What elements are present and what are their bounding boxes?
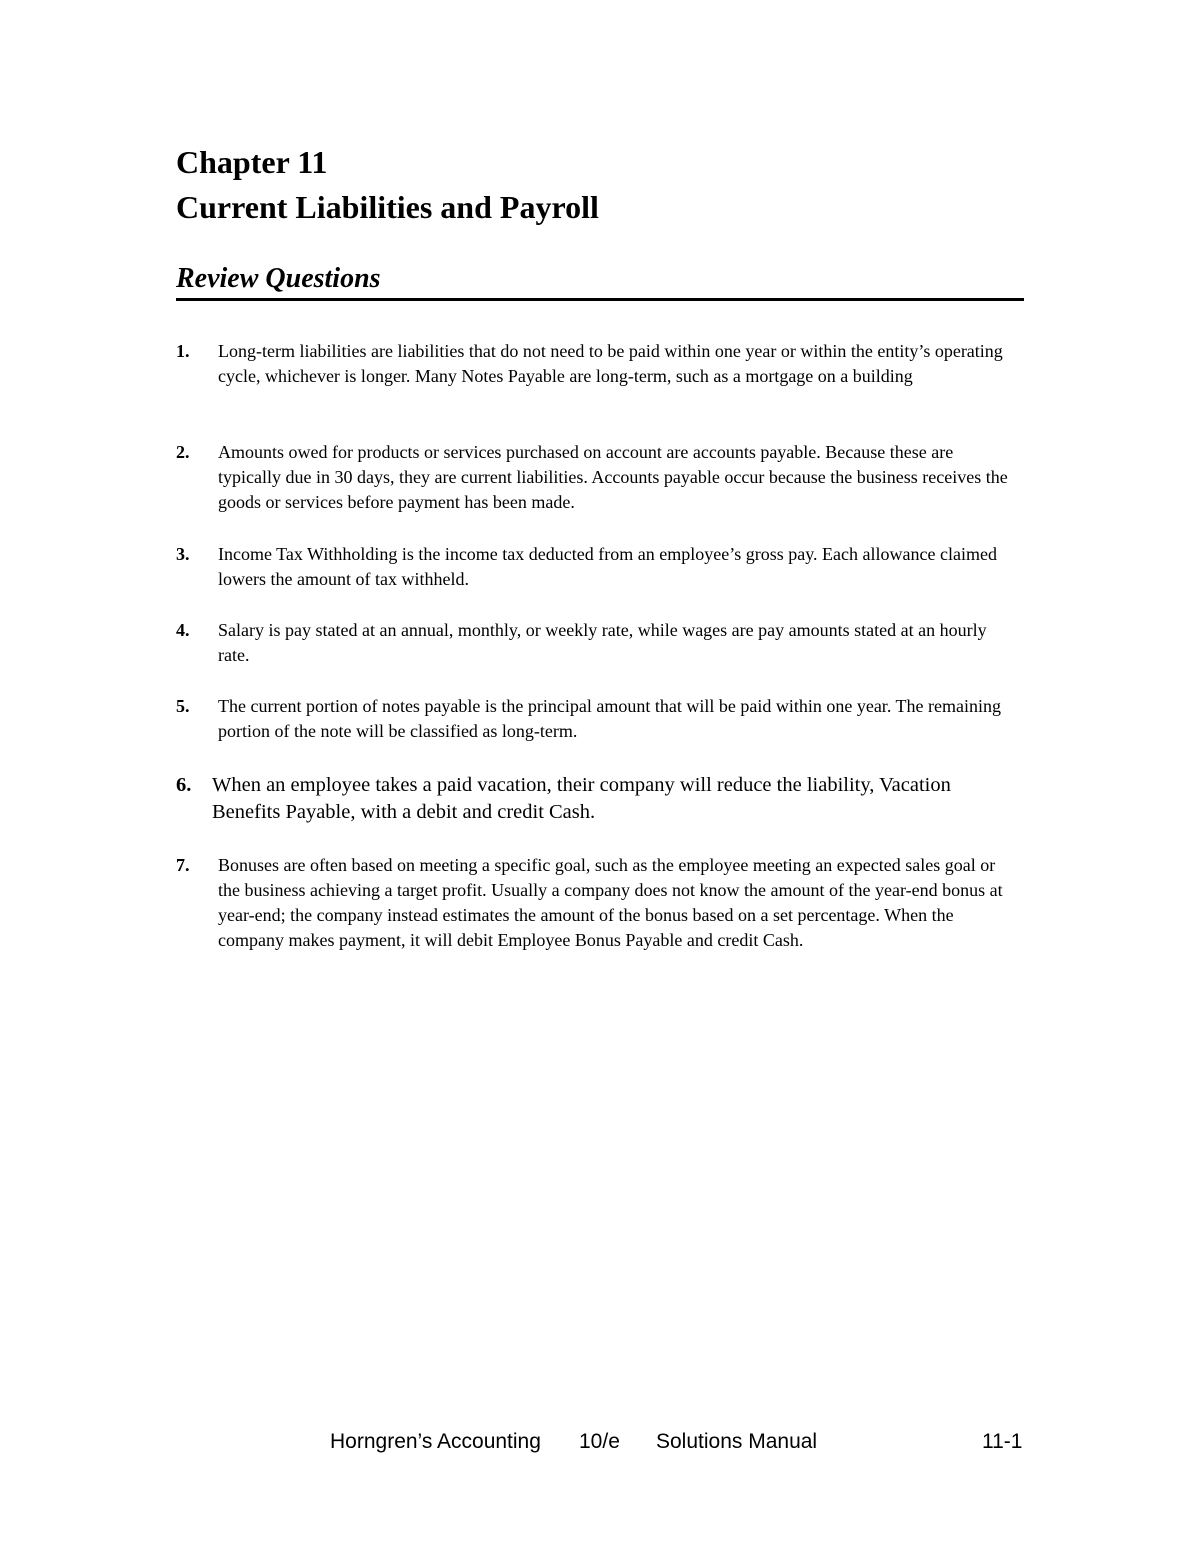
question-answer: When an employee takes a paid vacation, their company will reduce the liability, Vacation Benefits Payable, with a debit and credit Cash. <box>212 774 951 823</box>
question-answer: Salary is pay stated at an annual, monthly, or weekly rate, while wages are pay amounts stated at an hourly rate. <box>218 620 987 665</box>
question-number: 1. <box>176 341 190 361</box>
section-divider <box>176 298 1024 301</box>
question-answer: The current portion of notes payable is the principal amount that will be paid within one year. The remaining portion of the note will be classified as long-term. <box>218 696 1001 741</box>
question-number: 4. <box>176 620 190 640</box>
footer-book-title: Horngren’s Accounting <box>330 1430 541 1453</box>
question-answer: Amounts owed for products or services purchased on account are accounts payable. Because these are typically due in 30 days, they are current liabilities. Accounts payable occur because the business receives the goods or services before payment has been made. <box>218 442 1008 512</box>
question-number: 2. <box>176 442 190 462</box>
chapter-label: Chapter 11 <box>176 144 328 180</box>
question-answer: Income Tax Withholding is the income tax deducted from an employee’s gross pay. Each allowance claimed lowers the amount of tax withheld. <box>218 544 997 589</box>
footer-edition: 10/e <box>579 1430 620 1453</box>
question-number: 7. <box>176 855 190 875</box>
question-number: 5. <box>176 696 190 716</box>
chapter-title: Current Liabilities and Payroll <box>176 189 599 225</box>
footer-manual: Solutions Manual <box>656 1430 818 1453</box>
question-answer: Long-term liabilities are liabilities that do not need to be paid within one year or within the entity’s operating cycle, whichever is longer. Many Notes Payable are long-term, such as a mortgage on a building <box>218 341 1003 386</box>
question-number: 6. <box>176 774 192 796</box>
page-number: 11-1 <box>982 1430 1023 1453</box>
question-answer: Bonuses are often based on meeting a specific goal, such as the employee meeting an expected sales goal or the business achieving a target profit. Usually a company does not know the amount of the year-end bonus at year-end; the company instead estimates the amount of the bonus based on a set percentage. When the company makes payment, it will debit Employee Bonus Payable and credit Cash. <box>218 855 1003 950</box>
section-heading: Review Questions <box>176 263 381 294</box>
question-number: 3. <box>176 544 190 564</box>
